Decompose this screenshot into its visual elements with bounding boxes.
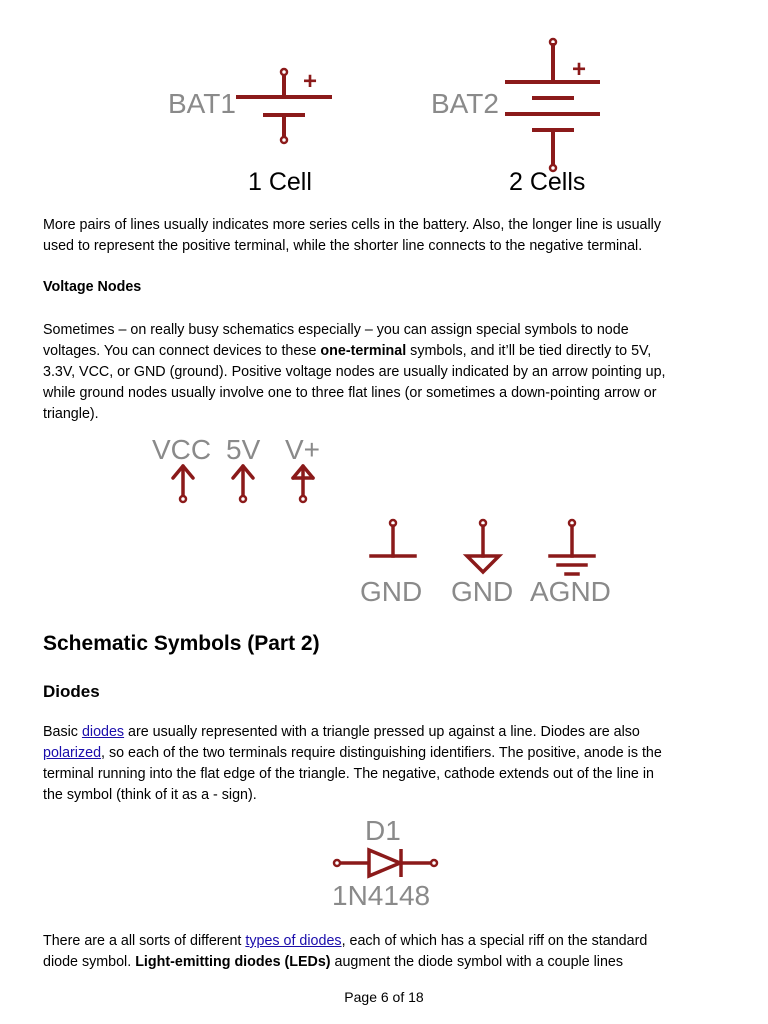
bat2-caption: 2 Cells [509,168,586,196]
link-polarized[interactable]: polarized [43,745,102,761]
vcc-label: VCC [152,434,212,465]
text-run: , so each of the two terminals require distinguishing identifiers. The positive, anode is the [101,745,662,761]
bat1-plus-sign: + [303,68,318,95]
bat2-label: BAT2 [431,88,499,119]
text-line: terminal running into the flat edge of the triangle. The negative, cathode extends out of the line in [43,766,654,782]
text-run: symbols, and it’ll be tied directly to 5V, [406,343,652,359]
bat2-plus-sign: + [572,56,587,83]
link-diodes[interactable]: diodes [81,724,125,740]
vplus-label: V+ [285,434,321,465]
agnd-label: AGND [530,576,611,607]
section-heading: Schematic Symbols (Part 2) [43,632,320,655]
diode-part-label: 1N4148 [332,880,431,911]
text-line: More pairs of lines usually indicates more series cells in the battery. Also, the longer line is usually [43,217,661,233]
voltage-nodes-heading: Voltage Nodes [43,279,142,295]
diode-name-label: D1 [365,815,401,846]
5v-label: 5V [226,434,261,465]
text-line [43,952,733,973]
text-line: while ground nodes usually involve one to three flat lines (or sometimes a down-pointing arrow or [43,385,657,401]
diode-types-paragraph [43,931,733,973]
text-line: the symbol (think of it as a - sign). [43,787,257,803]
text-run: are usually represented with a triangle pressed up against a line. Diodes are also [124,724,640,740]
diodes-heading: Diodes [43,682,100,701]
gnd-label-1: GND [360,576,423,607]
text-run: diode symbol. [43,954,136,970]
bold-term-one-terminal: one-terminal [320,343,407,359]
text-line: used to represent the positive terminal, while the shorter line connects to the negative terminal. [43,238,643,254]
text-run: Basic [43,724,82,740]
bat1-label: BAT1 [168,88,236,119]
page-number: Page 6 of 18 [344,989,424,1005]
bold-term-leds: Light-emitting diodes (LEDs) [135,954,331,970]
text-run: voltages. You can connect devices to these [43,343,321,359]
link-types-of-diodes[interactable]: types of diodes [245,933,342,949]
text-run: , each of which has a special riff on the standard [341,933,648,949]
text-line: triangle). [43,406,99,422]
gnd-label-2: GND [451,576,514,607]
text-line [43,931,733,952]
text-line: Sometimes – on really busy schematics especially – you can assign special symbols to node [43,322,629,338]
text-run: There are a all sorts of different [43,933,246,949]
bat1-caption: 1 Cell [248,168,312,196]
text-line: 3.3V, VCC, or GND (ground). Positive voltage nodes are usually indicated by an arrow pointing up, [43,364,666,380]
text-run: augment the diode symbol with a couple lines [330,954,624,970]
